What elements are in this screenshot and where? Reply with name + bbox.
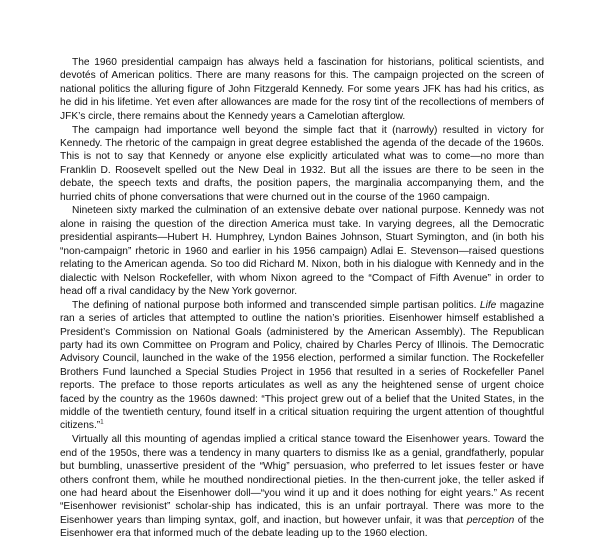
paragraph-2: [60, 124, 544, 204]
emphasized-word: perception: [466, 514, 515, 526]
paragraph-1: [60, 56, 544, 123]
magazine-title: Life: [479, 299, 497, 311]
paragraph-3: [60, 204, 544, 298]
paragraph-5: [60, 433, 544, 540]
paragraph-text: of the Eisenhower era that informed much of the debate leading up to the 1960 election.: [60, 514, 544, 540]
document-body: [60, 56, 544, 541]
paragraph-text: Virtually all this mounting of agendas implied a critical stance toward the Eisenhower years. Toward the end of the 1950s, there was a tendency in many quarters to dismiss Ike as a genial, grandfatherly, popular but bumbling, unassertive president of the “Whig” persuasion, who preferred to let issues fester or have others confront them, while he mouthed nondirectional pieties. In the then-current joke, the teller asked if one had heard about the Eisenhower doll—“you wind it up and it does nothing for eight years.” As recent “Eisenhower revisionist” scholar-ship has indicated, this is an unfair portrayal. There was more to the Eisenhower years than limping syntax, golf, and inaction, but however unfair, it was that: [60, 434, 544, 526]
paragraph-text: The campaign had importance well beyond the simple fact that it (narrowly) resulted in victory for Kennedy. The rhetoric of the campaign in great degree established the agenda of the decade of the 1960s. This is not to say that Kennedy or anyone else explicitly articulated what was to come—no more than Franklin D. Roosevelt spelled out the New Deal in 1932. But all the issues are there to be seen in the debate, the speech texts and drafts, the position papers, the marginalia accompanying them, and the hurried chits of phone conversations that were churned out in the course of the 1960 campaign.: [60, 124, 544, 203]
paragraph-text: The defining of national purpose both informed and transcended simple partisan politics.: [72, 299, 480, 311]
paragraph-text: magazine ran a series of articles that attempted to outline the nation’s priorities. Eisenhower himself established a President’s Commission on National Goals (administered by the American Assembly). The Republican party had its own Committee on Program and Policy, chaired by Charles Percy of Illinois. The Democratic Advisory Council, launched in the wake of the 1956 election, performed a similar function. The Rockefeller Brothers Fund launched a Special Studies Project in 1956 that resulted in a series of Rockefeller Panel reports. The preface to those reports articulates as well as any the heightened sense of urgent choice faced by the country as the 1960s dawned: “This project grew out of a belief that the United States, in the middle of the twentieth century, found itself in a critical situation requiring the urgent attention of thoughtful citizens.”: [60, 299, 544, 432]
footnote-marker[interactable]: 1: [100, 420, 104, 427]
paragraph-text: Nineteen sixty marked the culmination of an extensive debate over national purpose. Kennedy was not alone in raising the question of the direction America must take. In varying degrees, all the Democratic presidential aspirants—Hubert H. Humphrey, Lyndon Baines Johnson, Stuart Symington, and (in both his “non-campaign” rhetoric in 1960 and earlier in his 1956 campaign) Adlai E. Stevenson—raised questions relating to the American agenda. So too did Richard M. Nixon, both in his dialogue with Kennedy and in the dialectic with Nelson Rockefeller, with whom Nixon agreed to the “Compact of Fifth Avenue” in order to head off a rival candidacy by the New York governor.: [60, 205, 544, 297]
paragraph-4: [60, 299, 544, 433]
paragraph-text: The 1960 presidential campaign has always held a fascination for historians, political scientists, and devotés of American politics. There are many reasons for this. The campaign projected on the screen of national politics the alluring figure of John Fitzgerald Kennedy. For some years JFK has had his critics, as he did in his lifetime. Yet even after allowances are made for the rosy tint of the recollections of members of JFK’s circle, there remains about the Kennedy years a Camelotian afterglow.: [60, 57, 544, 122]
